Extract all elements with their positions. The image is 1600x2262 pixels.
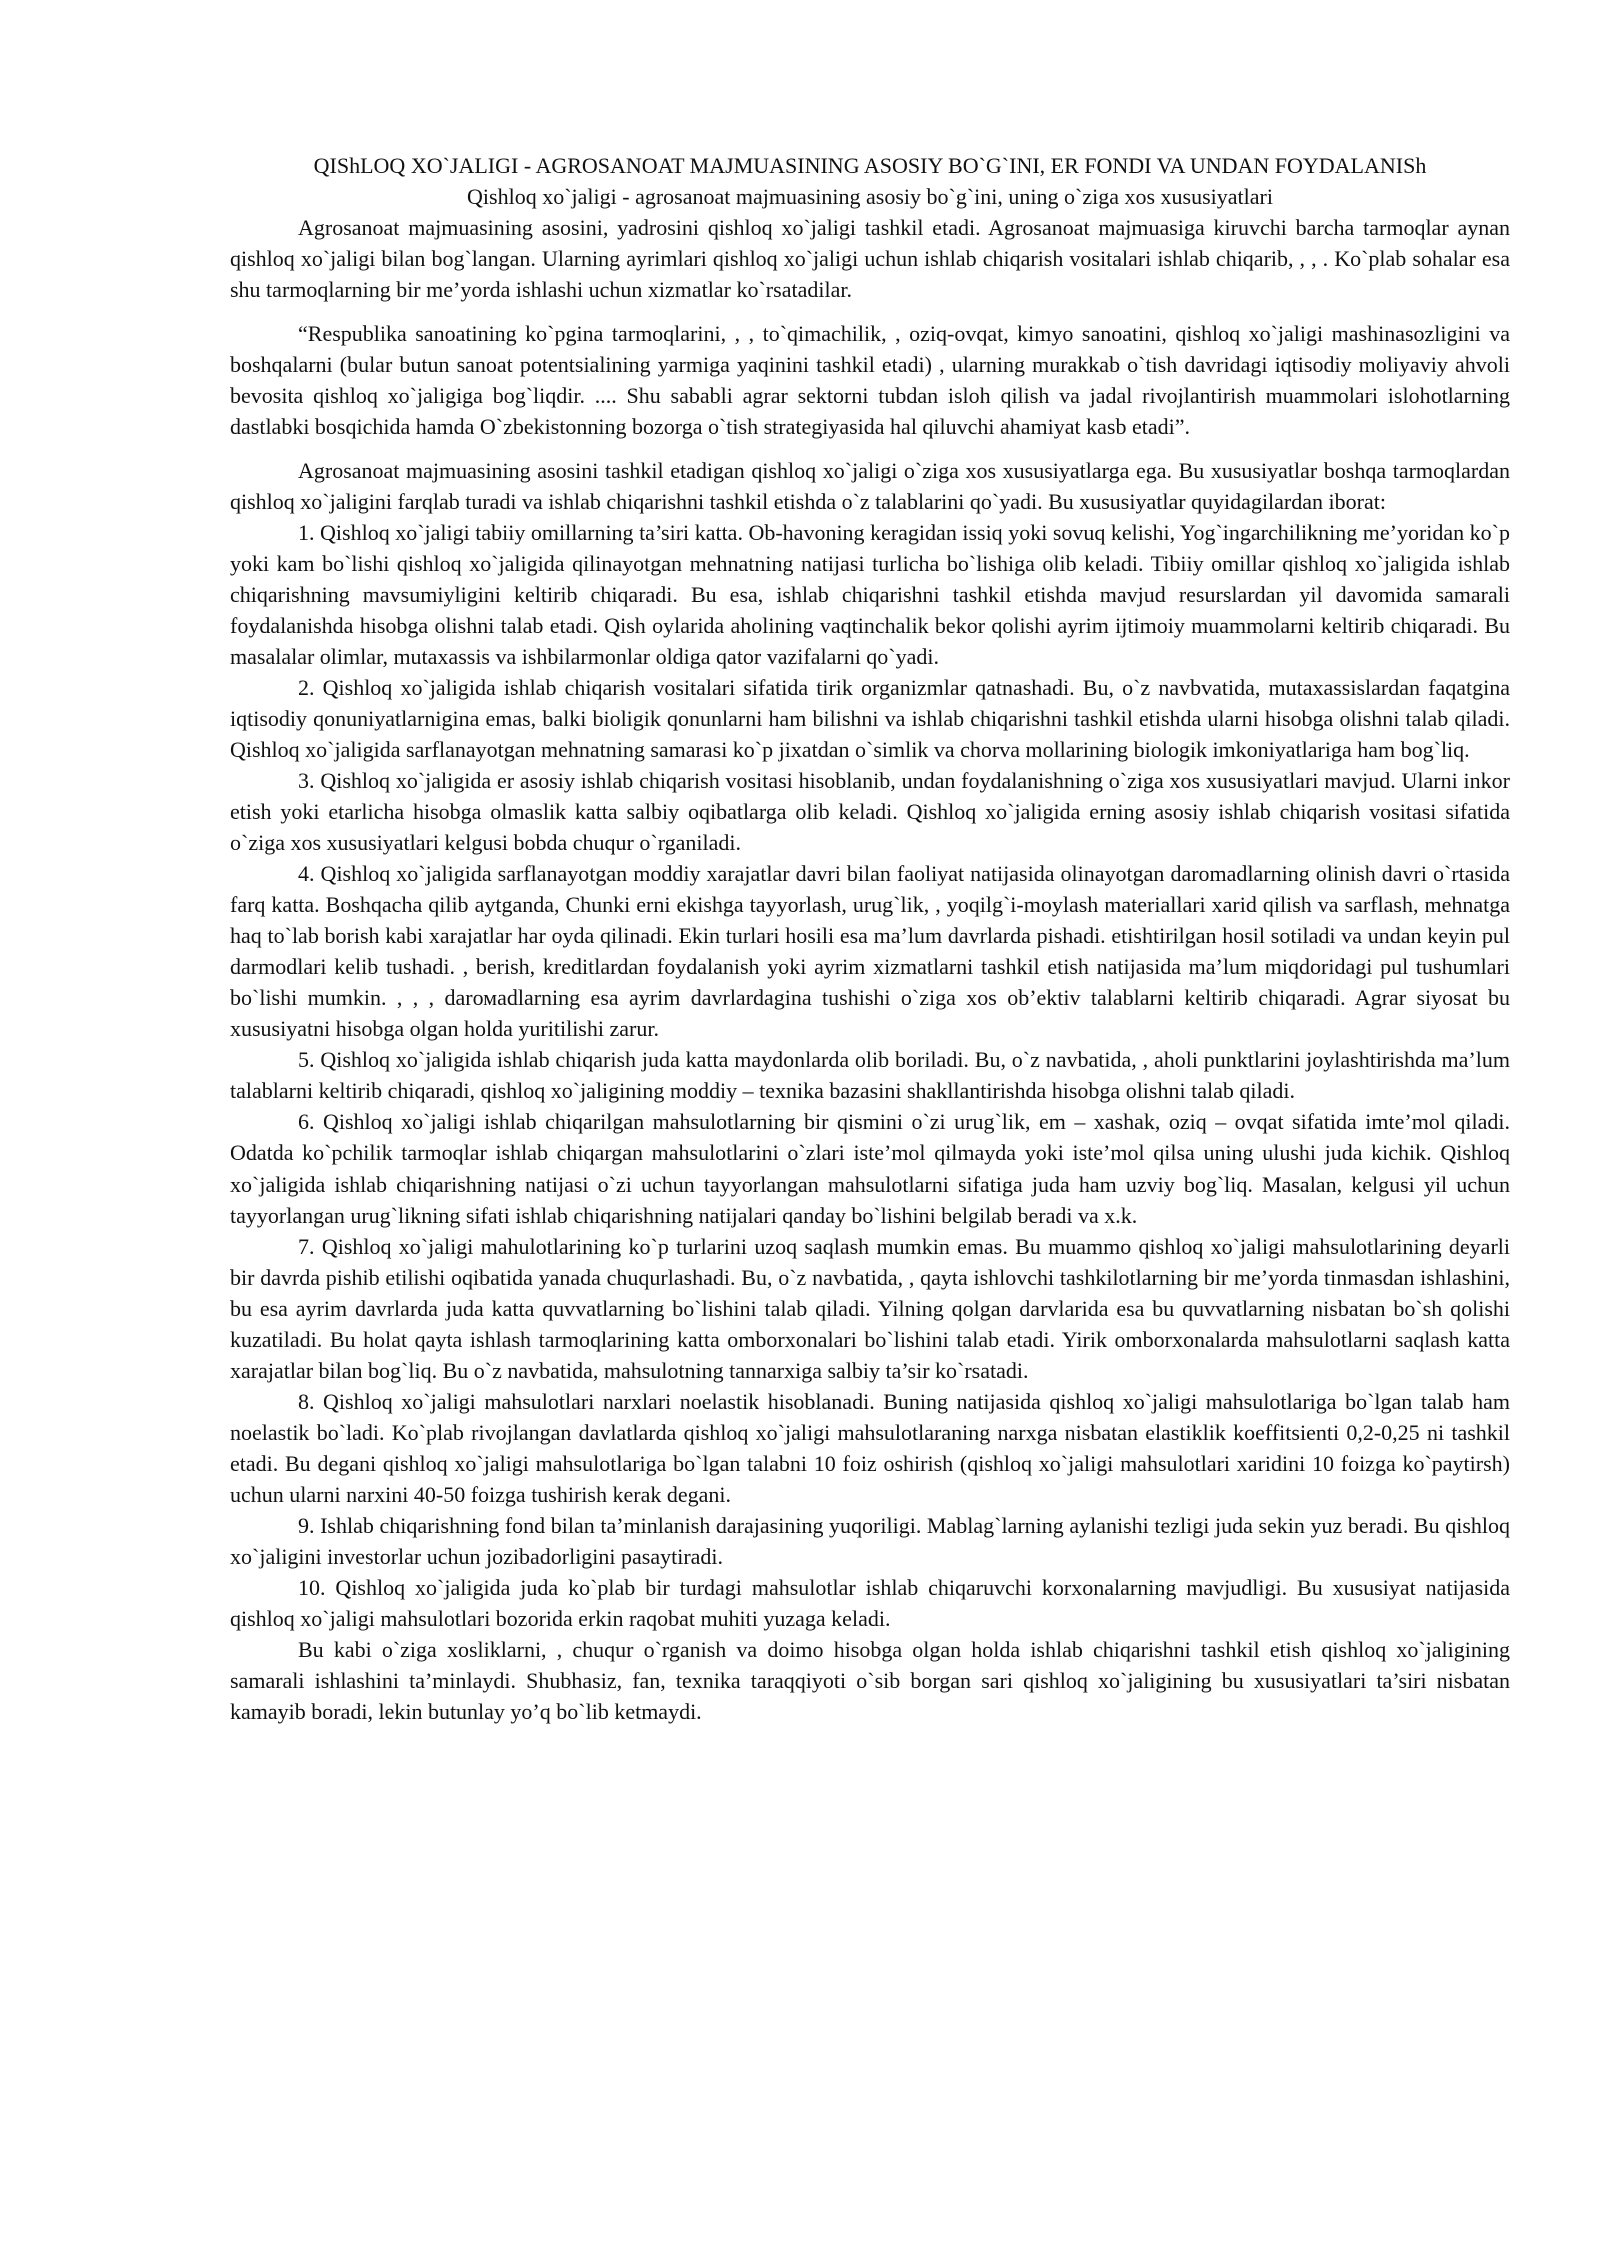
section-subtitle: Qishloq xo`jaligi - agrosanoat majmuasining asosiy bo`g`ini, uning o`ziga xos xususiyatlari xyxy=(467,184,1273,210)
document-title: QIShLOQ XO`JALIGI - AGROSANOAT MAJMUASINING ASOSIY BO`G`INI, ER FONDI VA UNDAN FOYDALANISh xyxy=(313,153,1427,178)
paragraph-item-10: 10. Qishloq xo`jaligida juda ko`plab bir turdagi mahsulotlar ishlab chiqaruvchi korxonalarning mavjudligi. Bu xususiyat natijasida qishloq xo`jaligi mahsulotlari bozorida erkin raqobat muhiti yuzaga keladi. xyxy=(230,1574,1510,1631)
paragraph-item-9: 9. Ishlab chiqarishning fond bilan ta’minlanish darajasining yuqoriligi. Mablag`larning aylanishi tezligi juda sekin yuz beradi. Bu qishloq xo`jaligini investorlar uchun jozibadorligini pasaytiradi. xyxy=(230,1512,1510,1569)
paragraph-features-intro: Agrosanoat majmuasining asosini tashkil etadigan qishloq xo`jaligi o`ziga xos xususiyatlarga ega. Bu xususiyatlar boshqa tarmoqlardan qishloq xo`jaligini farqlab turadi va ishlab chiqarishni tashkil etishda o`z talablarini qo`yadi. Bu xususiyatlar quyidagilardan iborat: xyxy=(230,458,1510,515)
paragraph-intro: Agrosanoat majmuasining asosini, yadrosini qishloq xo`jaligi tashkil etadi. Agrosanoat majmuasiga kiruvchi barcha tarmoqlar aynan qishloq xo`jaligi bilan bog`langan. Ularning ayrimlari qishloq xo`jaligi uchun ishlab chiqarish vositalari ishlab chiqarib, , , . Ko`plab sohalar esa shu tarmoqlarning bir me’yorda ishlashi uchun xizmatlar ko`rsatadilar. xyxy=(230,215,1510,303)
paragraph-item-6: 6. Qishloq xo`jaligi ishlab chiqarilgan mahsulotlarning bir qismini o`zi urug`lik, em – xashak, oziq – ovqat sifatida imte’mol qiladi. Odatda ko`pchilik tarmoqlar ishlab chiqargan mahsulotlarini o`zlari iste’mol qilmayda yoki iste’mol qilsa uning ulushi juda kichik. Qishloq xo`jaligida ishlab chiqarishning natijasi o`zi uchun tayyorlangan mahsulotlarni sifatiga juda ham uzviy bog`liq. Masalan, kelgusi yil uchun tayyorlangan urug`likning sifati ishlab chiqarishning natijalari qanday bo`lishini belgilab beradi va x.k. xyxy=(230,1109,1510,1228)
paragraph-quote: “Respublika sanoatining ko`pgina tarmoqlarini, , , to`qimachilik, , oziq-ovqat, kimyo sanoatini, qishloq xo`jaligi mashinasozligini va boshqalarni (bular butun sanoat potentsialining yarmiga yaqinini tashkil etadi) , ularning murakkab o`tish davridagi iqtisodiy moliyaviy ahvoli bevosita qishloq xo`jaligiga bog`liqdir. .... Shu sababli agrar sektorni tubdan isloh qilish va jadal rivojlantirish muammolari islohotlarning dastlabki bosqichida hamda O`zbekistonning bozorga o`tish strategiyasida hal qiluvchi ahamiyat kasb etadi”. xyxy=(230,321,1510,440)
paragraph-conclusion: Bu kabi o`ziga xosliklarni, , chuqur o`rganish va doimo hisobga olgan holda ishlab chiqarishni tashkil etish qishloq xo`jaligining samarali ishlashini ta’minlaydi. Shubhasiz, fan, texnika taraqqiyoti o`sib borgan sari qishloq xo`jaligining bu xususiyatlari ta’siri nisbatan kamayib boradi, lekin butunlay yo’q bo`lib ketmaydi. xyxy=(230,1636,1510,1724)
paragraph-item-2: 2. Qishloq xo`jaligida ishlab chiqarish vositalari sifatida tirik organizmlar qatnashadi. Bu, o`z navbvatida, mutaxassislardan faqatgina iqtisodiy qonuniyatlarnigina emas, balki bioligik qonunlarni ham bilishni va ishlab chiqarishni tashkil etishda ularni hisobga olishni talab qiladi. Qishloq xo`jaligida sarflanayotgan mehnatning samarasi ko`p jixatdan o`simlik va chorva mollarining biologik imkoniyatlariga ham bog`liq. xyxy=(230,675,1510,763)
paragraph-item-7: 7. Qishloq xo`jaligi mahulotlarining ko`p turlarini uzoq saqlash mumkin emas. Bu muammo qishloq xo`jaligi mahsulotlarining deyarli bir davrda pishib etilishi oqibatida yanada chuqurlashadi. Bu, o`z navbatida, , qayta ishlovchi tashkilotlarning bir me’yorda tinmasdan ishlashini, bu esa ayrim davrlarda juda katta quvvatlarning bo`lishini talab qiladi. Yilning qolgan darvlarida esa bu quvvatlarning nisbatan bo`sh qolishi kuzatiladi. Bu holat qayta ishlash tarmoqlarining katta omborxonalari bo`lishini talab etadi. Yirik omborxonalarda mahsulotlarni saqlash katta xarajatlar bilan bog`liq. Bu o`z navbatida, mahsulotning tannarxiga salbiy ta’sir ko`rsatadi. xyxy=(230,1233,1510,1383)
paragraph-item-3: 3. Qishloq xo`jaligida er asosiy ishlab chiqarish vositasi hisoblanib, undan foydalanishning o`ziga xos xususiyatlari mavjud. Ularni inkor etish yoki etarlicha hisobga olmaslik katta salbiy oqibatlarga olib keladi. Qishloq xo`jaligida erning asosiy ishlab chiqarish vositasi sifatida o`ziga xos xususiyatlari kelgusi bobda chuqur o`rganiladi. xyxy=(230,768,1510,856)
paragraph-item-8: 8. Qishloq xo`jaligi mahsulotlari narxlari noelastik hisoblanadi. Buning natijasida qishloq xo`jaligi mahsulotlariga bo`lgan talab ham noelastik bo`ladi. Ko`plab rivojlangan davlatlarda qishloq xo`jaligi mahsulotlaraning narxga nisbatan elastiklik koeffitsienti 0,2-0,25 ni tashkil etadi. Bu degani qishloq xo`jaligi mahsulotlariga bo`lgan talabni 10 foiz oshirish (qishloq xo`jaligi mahsulotlari xaridini 10 foizga ko`paytirsh) uchun ularni narxini 40-50 foizga tushirish kerak degani. xyxy=(230,1388,1510,1507)
document-page xyxy=(230,150,1510,1727)
paragraph-item-1: 1. Qishloq xo`jaligi tabiiy omillarning ta’siri katta. Ob-havoning keragidan issiq yoki sovuq kelishi, Yog`ingarchilikning me’yoridan ko`p yoki kam bo`lishi qishloq xo`jaligida qilinayotgan mehnatning natijasi turlicha bo`lishiga olib keladi. Tibiiy omillar qishloq xo`jaligida ishlab chiqarishning mavsumiyligini keltirib chiqaradi. Bu esa, ishlab chiqarishni tashkil etishda mavjud resurslardan yil davomida samarali foydalanishda hisobga olishni talab etadi. Qish oylarida aholining vaqtinchalik bekor qolishi ayrim ijtimoiy muammolarni keltirib chiqaradi. Bu masalalar olimlar, mutaxassis va ishbilarmonlar oldiga qator vazifalarni qo`yadi. xyxy=(230,520,1510,670)
paragraph-item-5: 5. Qishloq xo`jaligida ishlab chiqarish juda katta maydonlarda olib boriladi. Bu, o`z navbatida, , aholi punktlarini joylashtirishda ma’lum talablarni keltirib chiqaradi, qishloq xo`jaligining moddiy – texnika bazasini shakllantirishda hisobga olishni talab qiladi. xyxy=(230,1047,1510,1104)
paragraph-item-4: 4. Qishloq xo`jaligida sarflanayotgan moddiy xarajatlar davri bilan faoliyat natijasida olinayotgan daromadlarning olinish davri o`rtasida farq katta. Boshqacha qilib aytganda, Chunki erni ekishga tayyorlash, urug`lik, , yoqilg`i-moylash materiallari xarid qilish va sarflash, mehnatga haq to`lab borish kabi xarajatlar har oyda qilinadi. Ekin turlari hosili esa ma’lum davrlarda pishadi. etishtirilgan hosil sotiladi va undan keyin pul darmodlari kelib tushadi. , berish, kreditlardan foydalanish yoki ayrim xizmatlarni tashkil etish natijasida ma’lum miqdoridagi pul tushumlari bo`lishi mumkin. , , , darомadlarning esa ayrim davrlardagina tushishi o`ziga xos ob’ektiv talablarni keltirib chiqaradi. Agrar siyosat bu xususiyatni hisobga olgan holda yuritilishi zarur. xyxy=(230,861,1510,1042)
